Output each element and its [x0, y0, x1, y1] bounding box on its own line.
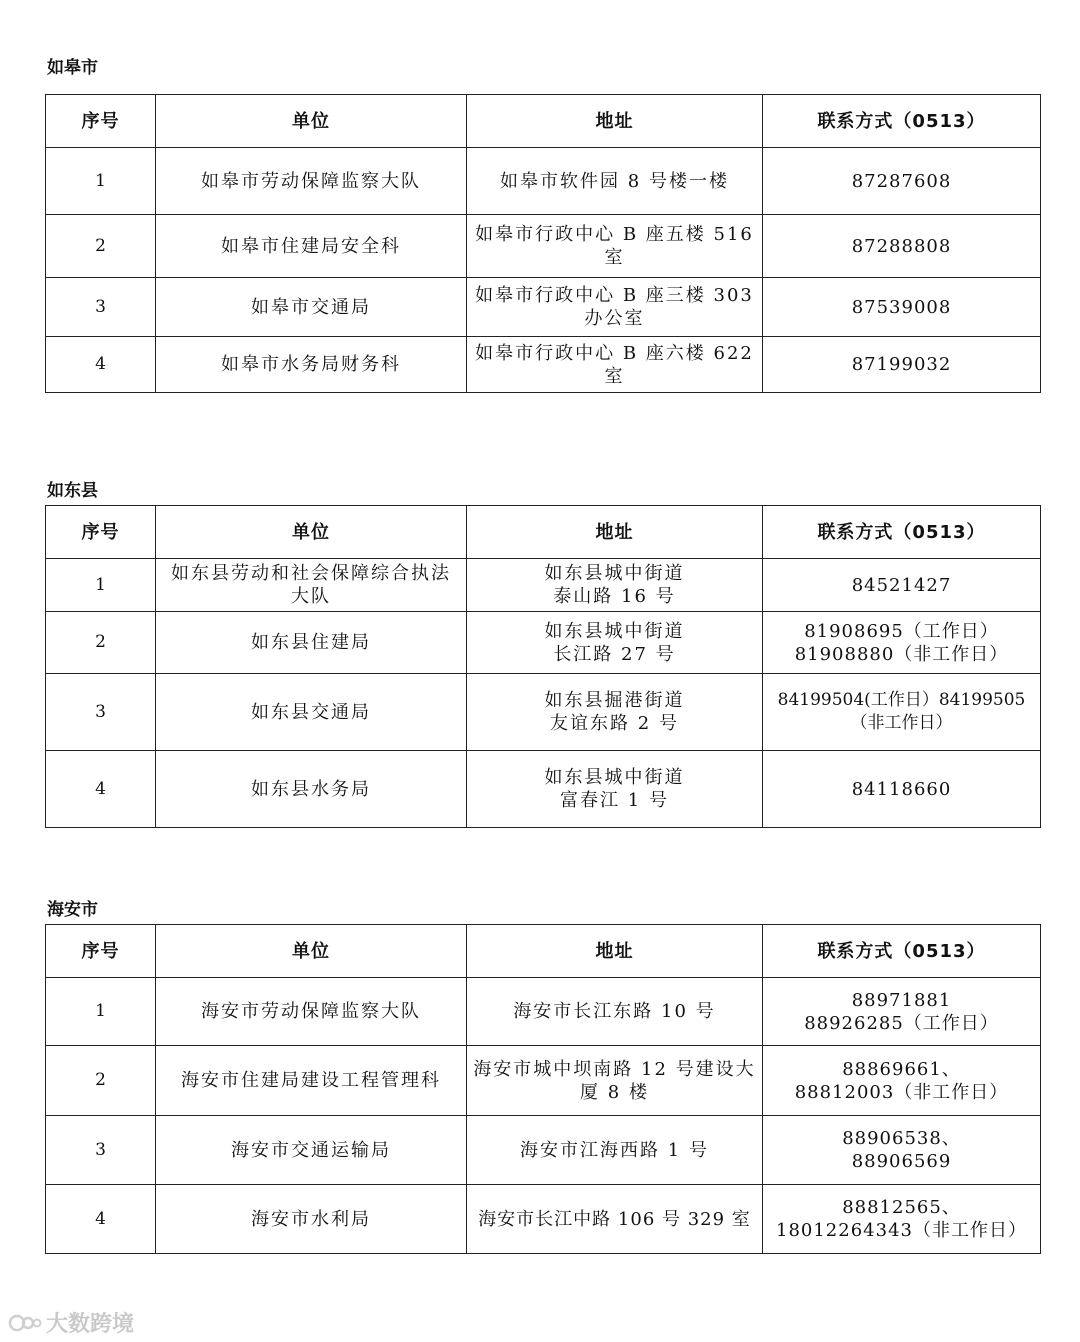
section-title-haian: 海安市 — [47, 900, 98, 920]
row-unit: 海安市交通运输局 — [156, 1116, 467, 1185]
row-no: 1 — [46, 978, 156, 1046]
row-address: 海安市长江东路 10 号 — [467, 978, 763, 1046]
row-phone: 88812565、 18012264343（非工作日） — [763, 1185, 1041, 1254]
row-phone: 87287608 — [763, 148, 1041, 215]
header-address: 地址 — [467, 506, 763, 559]
watermark — [8, 1307, 134, 1338]
row-unit: 海安市水利局 — [156, 1185, 467, 1254]
table-row — [46, 215, 1041, 278]
row-no: 3 — [46, 278, 156, 337]
section-title-rugao: 如皋市 — [47, 58, 98, 78]
watermark-text: 大数跨境 — [46, 1312, 135, 1337]
table-row — [46, 978, 1041, 1046]
header-address: 地址 — [467, 925, 763, 978]
row-no: 4 — [46, 751, 156, 828]
row-phone: 88971881 88926285（工作日） — [763, 978, 1041, 1046]
row-no: 4 — [46, 1185, 156, 1254]
header-address: 地址 — [467, 95, 763, 148]
row-no: 2 — [46, 612, 156, 674]
header-no: 序号 — [46, 95, 156, 148]
row-unit: 海安市劳动保障监察大队 — [156, 978, 467, 1046]
table-row — [46, 1116, 1041, 1185]
header-phone: 联系方式（0513） — [763, 95, 1041, 148]
row-no: 1 — [46, 559, 156, 612]
row-phone: 84199504(工作日）84199505 （非工作日） — [763, 674, 1041, 751]
row-phone: 88906538、 88906569 — [763, 1116, 1041, 1185]
row-no: 3 — [46, 674, 156, 751]
row-address: 海安市长江中路 106 号 329 室 — [467, 1185, 763, 1254]
header-unit: 单位 — [156, 95, 467, 148]
table-row — [46, 751, 1041, 828]
header-phone: 联系方式（0513） — [763, 925, 1041, 978]
header-unit: 单位 — [156, 925, 467, 978]
table-row — [46, 337, 1041, 393]
row-unit: 如东县住建局 — [156, 612, 467, 674]
contact-table-rudong — [45, 505, 1041, 828]
table-row — [46, 612, 1041, 674]
table-row — [46, 148, 1041, 215]
row-phone: 84118660 — [763, 751, 1041, 828]
row-address: 如东县城中街道 富春江 1 号 — [467, 751, 763, 828]
row-phone: 88869661、 88812003（非工作日） — [763, 1046, 1041, 1116]
row-phone: 87199032 — [763, 337, 1041, 393]
table-row — [46, 674, 1041, 751]
row-no: 2 — [46, 1046, 156, 1116]
row-unit: 如皋市劳动保障监察大队 — [156, 148, 467, 215]
contact-table-haian — [45, 924, 1041, 1254]
header-unit: 单位 — [156, 506, 467, 559]
row-no: 3 — [46, 1116, 156, 1185]
row-no: 2 — [46, 215, 156, 278]
logo-icon — [8, 1312, 42, 1334]
row-address: 海安市城中坝南路 12 号建设大 厦 8 楼 — [467, 1046, 763, 1116]
row-address: 如皋市行政中心 B 座三楼 303 办公室 — [467, 278, 763, 337]
header-phone: 联系方式（0513） — [763, 506, 1041, 559]
row-phone: 81908695（工作日） 81908880（非工作日） — [763, 612, 1041, 674]
table-row — [46, 559, 1041, 612]
row-unit: 如东县交通局 — [156, 674, 467, 751]
table-header-row — [46, 95, 1041, 148]
header-no: 序号 — [46, 506, 156, 559]
row-unit: 如东县劳动和社会保障综合执法 大队 — [156, 559, 467, 612]
row-address: 如东县掘港街道 友谊东路 2 号 — [467, 674, 763, 751]
row-address: 如东县城中街道 泰山路 16 号 — [467, 559, 763, 612]
row-unit: 如皋市住建局安全科 — [156, 215, 467, 278]
row-unit: 如皋市交通局 — [156, 278, 467, 337]
row-no: 1 — [46, 148, 156, 215]
header-no: 序号 — [46, 925, 156, 978]
section-title-rudong: 如东县 — [47, 481, 98, 501]
row-unit: 如东县水务局 — [156, 751, 467, 828]
row-unit: 海安市住建局建设工程管理科 — [156, 1046, 467, 1116]
row-address: 如皋市软件园 8 号楼一楼 — [467, 148, 763, 215]
table-row — [46, 278, 1041, 337]
table-row — [46, 1185, 1041, 1254]
row-no: 4 — [46, 337, 156, 393]
table-header-row — [46, 506, 1041, 559]
table-row — [46, 1046, 1041, 1116]
row-address: 如皋市行政中心 B 座六楼 622 室 — [467, 337, 763, 393]
row-address: 海安市江海西路 1 号 — [467, 1116, 763, 1185]
row-phone: 84521427 — [763, 559, 1041, 612]
row-phone: 87539008 — [763, 278, 1041, 337]
table-header-row — [46, 925, 1041, 978]
row-address: 如皋市行政中心 B 座五楼 516 室 — [467, 215, 763, 278]
contact-table-rugao — [45, 94, 1041, 393]
row-address: 如东县城中街道 长江路 27 号 — [467, 612, 763, 674]
row-unit: 如皋市水务局财务科 — [156, 337, 467, 393]
row-phone: 87288808 — [763, 215, 1041, 278]
